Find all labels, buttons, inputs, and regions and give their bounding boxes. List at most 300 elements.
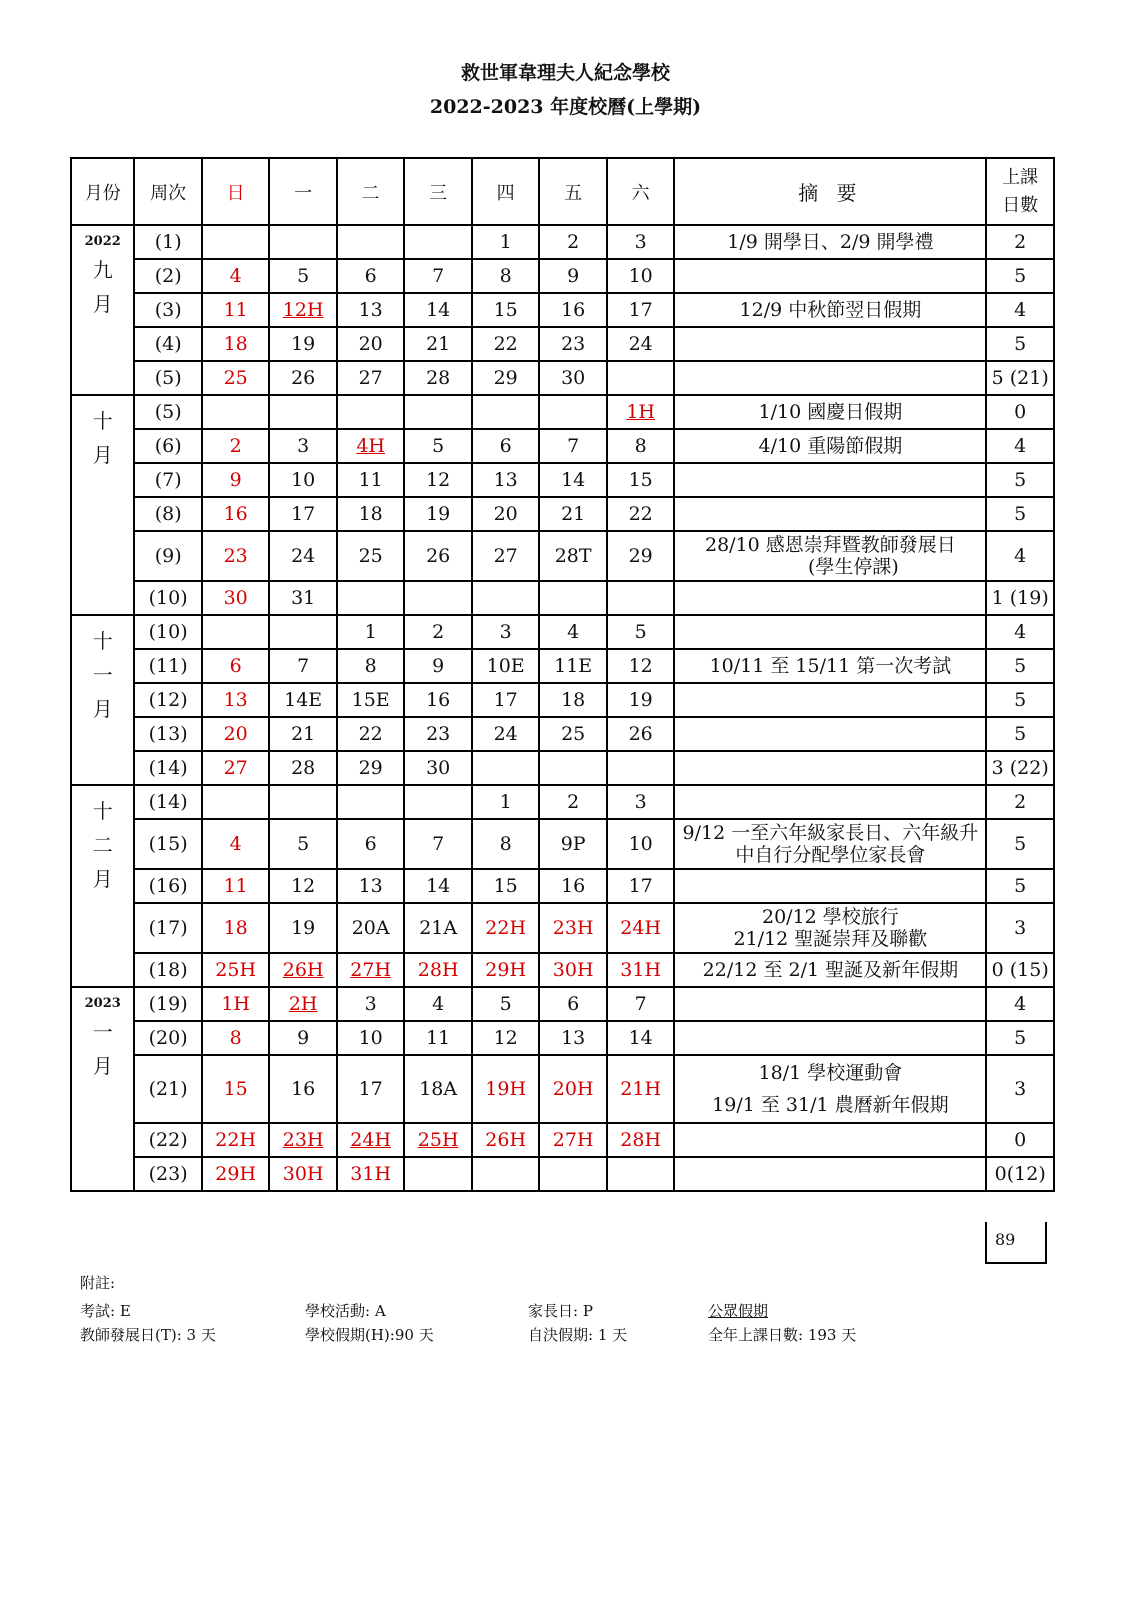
week-number: (20) — [134, 1021, 202, 1055]
day-cell — [607, 395, 675, 429]
school-days: 5 — [986, 717, 1054, 751]
day-cell — [202, 953, 270, 987]
day-cell — [539, 649, 607, 683]
header-row — [71, 158, 1054, 225]
day-cell — [539, 429, 607, 463]
summary-cell — [674, 497, 986, 531]
day-number: 18 — [223, 333, 248, 355]
calendar-body — [71, 225, 1054, 1191]
day-cell — [607, 581, 675, 615]
summary-line: 9/12 一至六年級家長日、六年級升 — [682, 822, 979, 844]
day-cell — [404, 953, 472, 987]
day-cell — [472, 463, 540, 497]
week-row — [71, 1123, 1054, 1157]
day-number: 16 — [291, 1078, 316, 1100]
summary-cell — [674, 361, 986, 395]
summary-header: 摘 要 — [674, 158, 986, 225]
day-number: 9 — [297, 1027, 310, 1049]
day-cell — [404, 751, 472, 785]
note-exam: 考試: E — [80, 1302, 131, 1320]
day-number: 15 — [223, 1078, 248, 1100]
day-cell — [607, 1157, 675, 1191]
day-number: 3 — [499, 621, 512, 643]
month-char: 月 — [92, 443, 113, 467]
day-cell — [404, 903, 472, 953]
day-cell — [607, 1055, 675, 1123]
day-cell — [472, 903, 540, 953]
day-number: 23 — [561, 333, 586, 355]
day-cell — [607, 953, 675, 987]
note-public-holiday: 公眾假期 — [708, 1302, 769, 1320]
day-number: 1 — [499, 791, 512, 813]
day-cell — [269, 293, 337, 327]
day-cell — [404, 1055, 472, 1123]
day-number: 5 — [499, 993, 512, 1015]
summary-cell — [674, 1055, 986, 1123]
day-cell — [607, 531, 675, 581]
day-number: 12H — [282, 299, 324, 321]
week-row — [71, 683, 1054, 717]
summary-cell — [674, 649, 986, 683]
day-number: 1 — [364, 621, 377, 643]
day-cell — [607, 463, 675, 497]
school-days: 5 (21) — [986, 361, 1054, 395]
day-cell — [269, 683, 337, 717]
day-cell — [539, 869, 607, 903]
day-number: 8 — [634, 435, 647, 457]
day-cell — [539, 1055, 607, 1123]
day-number: 10 — [291, 469, 316, 491]
day-cell — [337, 615, 405, 649]
day-cell — [269, 953, 337, 987]
note-activity: 學校活動: A — [305, 1302, 386, 1320]
day-cell — [337, 1055, 405, 1123]
day-number: 13 — [223, 689, 248, 711]
summary-line: 4/10 重陽節假期 — [758, 435, 903, 457]
day-cell — [607, 615, 675, 649]
day-cell — [269, 785, 337, 819]
school-days: 5 — [986, 497, 1054, 531]
day-cell — [337, 581, 405, 615]
day-number: 10E — [486, 655, 525, 677]
day-cell — [472, 717, 540, 751]
day-cell — [607, 785, 675, 819]
day-cell — [607, 361, 675, 395]
day-number: 4 — [229, 833, 242, 855]
day-cell — [539, 819, 607, 869]
school-name: 救世軍韋理夫人紀念學校 — [460, 62, 670, 84]
day-number: 16 — [426, 689, 451, 711]
day-cell — [472, 1055, 540, 1123]
day-cell — [269, 615, 337, 649]
month-char: 一 — [92, 1020, 113, 1044]
day-number: 15 — [628, 469, 653, 491]
note-parent-day: 家長日: P — [528, 1302, 593, 1320]
day-number: 2 — [229, 435, 242, 457]
day-number: 6 — [364, 833, 377, 855]
summary-line: (學生停課) — [807, 556, 899, 578]
day-cell — [539, 497, 607, 531]
day-number: 3 — [634, 791, 647, 813]
summary-line: 1/9 開學日、2/9 開學禮 — [727, 231, 934, 253]
day-cell — [539, 615, 607, 649]
day-number: 11E — [554, 655, 593, 677]
day-cell — [202, 987, 270, 1021]
week-number: (10) — [134, 581, 202, 615]
month-char: 十 — [92, 409, 113, 433]
day-cell — [269, 259, 337, 293]
week-number: (6) — [134, 429, 202, 463]
day-number: 23 — [223, 545, 248, 567]
day-number: 23H — [282, 1129, 324, 1151]
day-number: 7 — [567, 435, 580, 457]
school-days: 4 — [986, 987, 1054, 1021]
day-cell — [202, 683, 270, 717]
day-cell — [472, 1157, 540, 1191]
day-cell — [337, 259, 405, 293]
notes-title: 附註: — [80, 1274, 116, 1292]
day-cell — [539, 1021, 607, 1055]
day-number: 13 — [358, 875, 383, 897]
day-cell — [404, 531, 472, 581]
day-number: 30 — [223, 587, 248, 609]
day-number: 11 — [426, 1027, 451, 1049]
week-number: (5) — [134, 395, 202, 429]
week-number: (1) — [134, 225, 202, 259]
day-number: 7 — [297, 655, 310, 677]
day-cell — [202, 293, 270, 327]
day-number: 19 — [291, 917, 316, 939]
day-cell — [404, 259, 472, 293]
day-cell — [539, 717, 607, 751]
summary-cell — [674, 751, 986, 785]
day-number: 22 — [493, 333, 518, 355]
week-row — [71, 1021, 1054, 1055]
day-cell — [539, 683, 607, 717]
month-char: 二 — [92, 833, 113, 857]
week-row — [71, 1157, 1054, 1191]
week-number: (7) — [134, 463, 202, 497]
week-number: (18) — [134, 953, 202, 987]
day-number: 25 — [358, 545, 383, 567]
day-cell — [337, 953, 405, 987]
day-cell — [337, 293, 405, 327]
day-cell — [472, 361, 540, 395]
week-row — [71, 785, 1054, 819]
day-cell — [269, 1021, 337, 1055]
day-cell — [539, 581, 607, 615]
summary-cell — [674, 683, 986, 717]
week-row — [71, 581, 1054, 615]
day-number: 31H — [350, 1163, 392, 1185]
day-cell — [404, 497, 472, 531]
week-number: (10) — [134, 615, 202, 649]
day-cell — [404, 429, 472, 463]
day-cell — [337, 497, 405, 531]
day-number: 8 — [499, 833, 512, 855]
day-cell — [337, 327, 405, 361]
day-number: 29H — [485, 959, 527, 981]
day-cell — [269, 717, 337, 751]
day-cell — [404, 225, 472, 259]
day-cell — [202, 497, 270, 531]
day-cell — [404, 327, 472, 361]
day-cell — [607, 649, 675, 683]
day-cell — [337, 225, 405, 259]
month-char: 九 — [92, 258, 113, 282]
week-number: (2) — [134, 259, 202, 293]
week-row — [71, 717, 1054, 751]
day-cell — [607, 1021, 675, 1055]
summary-line: 中自行分配學位家長會 — [735, 844, 926, 866]
day-cell — [472, 615, 540, 649]
note-teacher-dev: 教師發展日(T): 3 天 — [80, 1326, 216, 1344]
day-cell — [202, 395, 270, 429]
week-number: (11) — [134, 649, 202, 683]
day-cell — [337, 429, 405, 463]
day-cell — [607, 683, 675, 717]
day-cell — [202, 1157, 270, 1191]
day-cell — [202, 785, 270, 819]
day-cell — [404, 615, 472, 649]
school-days: 4 — [986, 615, 1054, 649]
day-number: 9 — [229, 469, 242, 491]
day-cell — [337, 785, 405, 819]
day-cell — [607, 293, 675, 327]
week-row — [71, 869, 1054, 903]
day-cell — [539, 327, 607, 361]
day-number: 8 — [499, 265, 512, 287]
summary-line: 19/1 至 31/1 農曆新年假期 — [712, 1094, 949, 1116]
day-number: 11 — [223, 875, 248, 897]
calendar-table — [70, 157, 1055, 1192]
day-number: 28 — [426, 367, 451, 389]
day-number: 14 — [561, 469, 586, 491]
day-header-tue: 二 — [337, 158, 405, 225]
day-number: 14 — [628, 1027, 653, 1049]
day-cell — [202, 581, 270, 615]
day-number: 17 — [493, 689, 518, 711]
day-header-thu: 四 — [472, 158, 540, 225]
day-number: 15 — [493, 875, 518, 897]
day-number: 24 — [628, 333, 653, 355]
day-cell — [269, 1055, 337, 1123]
day-number: 24 — [493, 723, 518, 745]
week-row — [71, 531, 1054, 581]
day-cell — [269, 987, 337, 1021]
school-days: 3 — [986, 903, 1054, 953]
day-number: 20 — [358, 333, 383, 355]
year-label: 2022 — [84, 234, 121, 249]
day-number: 2 — [432, 621, 445, 643]
day-number: 3 — [297, 435, 310, 457]
day-cell — [472, 327, 540, 361]
day-cell — [607, 717, 675, 751]
day-number: 27 — [223, 757, 248, 779]
summary-line: 1/10 國慶日假期 — [758, 401, 903, 423]
day-cell — [472, 819, 540, 869]
day-cell — [337, 649, 405, 683]
day-cell — [269, 531, 337, 581]
day-cell — [337, 683, 405, 717]
month-char: 十 — [92, 799, 113, 823]
summary-cell — [674, 327, 986, 361]
day-number: 30 — [561, 367, 586, 389]
day-number: 31H — [620, 959, 662, 981]
day-cell — [607, 819, 675, 869]
week-row — [71, 615, 1054, 649]
day-number: 30H — [282, 1163, 324, 1185]
day-cell — [404, 1157, 472, 1191]
day-cell — [539, 225, 607, 259]
school-days: 5 — [986, 327, 1054, 361]
month-cell — [71, 785, 134, 987]
day-cell — [269, 903, 337, 953]
day-number: 14 — [426, 875, 451, 897]
day-number: 3 — [634, 231, 647, 253]
day-number: 13 — [561, 1027, 586, 1049]
day-number: 29 — [358, 757, 383, 779]
day-cell — [607, 751, 675, 785]
week-number: (14) — [134, 785, 202, 819]
day-cell — [539, 361, 607, 395]
day-number: 22H — [215, 1129, 257, 1151]
day-number: 5 — [432, 435, 445, 457]
summary-line: 12/9 中秋節翌日假期 — [739, 299, 922, 321]
day-number: 28H — [417, 959, 459, 981]
summary-cell — [674, 293, 986, 327]
day-cell — [202, 259, 270, 293]
week-row — [71, 751, 1054, 785]
summary-cell — [674, 531, 986, 581]
day-cell — [404, 987, 472, 1021]
day-number: 24 — [291, 545, 316, 567]
day-number: 7 — [634, 993, 647, 1015]
summary-cell — [674, 1021, 986, 1055]
day-cell — [404, 785, 472, 819]
day-number: 3 — [364, 993, 377, 1015]
school-days: 4 — [986, 531, 1054, 581]
day-cell — [202, 903, 270, 953]
day-cell — [337, 531, 405, 581]
day-cell — [539, 293, 607, 327]
day-number: 19 — [291, 333, 316, 355]
day-cell — [202, 225, 270, 259]
week-row — [71, 903, 1054, 953]
day-cell — [202, 1123, 270, 1157]
day-cell — [607, 225, 675, 259]
week-number: (17) — [134, 903, 202, 953]
day-cell — [337, 1123, 405, 1157]
week-number: (16) — [134, 869, 202, 903]
summary-cell — [674, 581, 986, 615]
day-number: 14 — [426, 299, 451, 321]
day-number: 18 — [223, 917, 248, 939]
day-cell — [472, 497, 540, 531]
day-number: 18 — [561, 689, 586, 711]
summary-cell — [674, 953, 986, 987]
day-cell — [472, 987, 540, 1021]
day-number: 8 — [229, 1027, 242, 1049]
day-cell — [472, 1021, 540, 1055]
day-number: 29H — [215, 1163, 257, 1185]
day-number: 12 — [426, 469, 451, 491]
day-cell — [337, 395, 405, 429]
school-days: 4 — [986, 429, 1054, 463]
week-row — [71, 497, 1054, 531]
week-row — [71, 1055, 1054, 1123]
month-cell — [71, 615, 134, 785]
day-cell — [472, 293, 540, 327]
day-cell — [472, 225, 540, 259]
week-number: (15) — [134, 819, 202, 869]
day-cell — [539, 751, 607, 785]
day-cell — [404, 361, 472, 395]
summary-cell — [674, 903, 986, 953]
day-number: 6 — [499, 435, 512, 457]
day-cell — [539, 903, 607, 953]
day-number: 5 — [297, 265, 310, 287]
day-number: 26H — [485, 1129, 527, 1151]
day-cell — [337, 361, 405, 395]
day-number: 24H — [350, 1129, 392, 1151]
day-cell — [269, 1157, 337, 1191]
week-row — [71, 293, 1054, 327]
day-cell — [607, 987, 675, 1021]
day-cell — [404, 819, 472, 869]
week-number: (12) — [134, 683, 202, 717]
day-number: 6 — [364, 265, 377, 287]
day-cell — [202, 463, 270, 497]
day-number: 27 — [493, 545, 518, 567]
month-cell — [71, 395, 134, 615]
school-days: 0 (15) — [986, 953, 1054, 987]
school-days: 0(12) — [986, 1157, 1054, 1191]
days-count-header-line2: 日數 — [1002, 194, 1039, 216]
day-number: 26H — [282, 959, 324, 981]
day-cell — [269, 1123, 337, 1157]
month-char: 月 — [92, 1054, 113, 1078]
day-number: 26 — [426, 545, 451, 567]
day-cell — [607, 869, 675, 903]
school-days: 5 — [986, 869, 1054, 903]
day-cell — [337, 717, 405, 751]
school-days: 0 — [986, 1123, 1054, 1157]
day-cell — [269, 429, 337, 463]
day-cell — [337, 869, 405, 903]
summary-cell — [674, 225, 986, 259]
day-cell — [472, 953, 540, 987]
day-number: 30H — [552, 959, 594, 981]
day-number: 29 — [493, 367, 518, 389]
month-char: 十 — [92, 629, 113, 653]
day-cell — [539, 463, 607, 497]
day-number: 23H — [552, 917, 594, 939]
day-cell — [269, 395, 337, 429]
day-cell — [404, 463, 472, 497]
day-number: 5 — [634, 621, 647, 643]
week-number: (5) — [134, 361, 202, 395]
day-number: 30 — [426, 757, 451, 779]
day-number: 11 — [223, 299, 248, 321]
day-cell — [337, 463, 405, 497]
day-cell — [472, 1123, 540, 1157]
day-cell — [404, 1123, 472, 1157]
school-days: 1 (19) — [986, 581, 1054, 615]
day-cell — [539, 395, 607, 429]
summary-cell — [674, 429, 986, 463]
day-number: 19H — [485, 1078, 527, 1100]
